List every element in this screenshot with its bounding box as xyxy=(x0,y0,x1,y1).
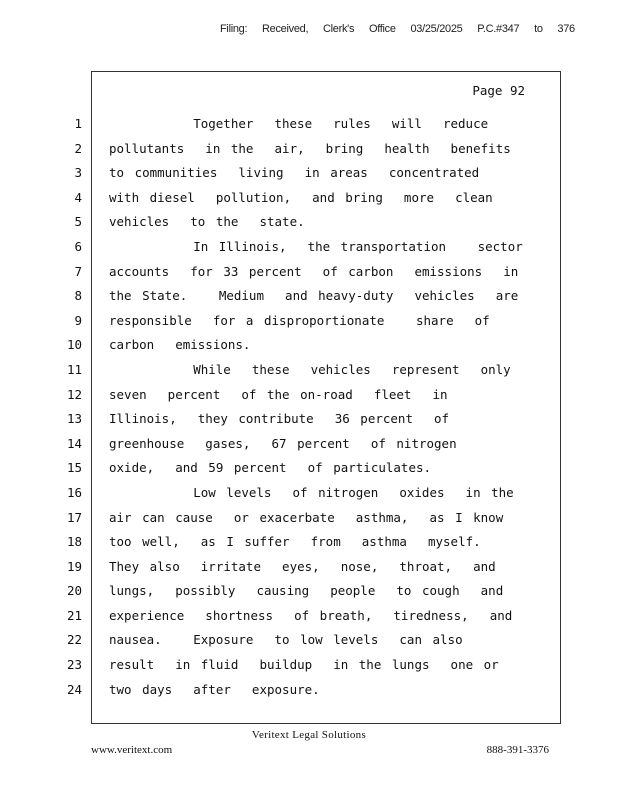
page-number: Page 92 xyxy=(472,83,525,98)
transcript-line: the State. Medium and heavy-duty vehicles are xyxy=(109,288,519,304)
transcript-line: nausea. Exposure to low levels can also xyxy=(109,632,463,648)
line-number: 11 xyxy=(66,361,82,377)
line-number: 20 xyxy=(66,583,82,599)
stamp-office: Office xyxy=(368,23,396,35)
transcript-line: carbon emissions. xyxy=(109,337,251,353)
transcript-line: to communities living in areas concentrated xyxy=(109,165,480,181)
stamp-date: 03/25/2025 xyxy=(410,23,463,35)
line-number: 2 xyxy=(74,140,82,156)
transcript-line: with diesel pollution, and bring more clean xyxy=(109,189,493,205)
footer-website: www.veritext.com xyxy=(91,744,173,756)
stamp-end: 376 xyxy=(557,23,575,35)
transcript-line: accounts for 33 percent of carbon emissions in xyxy=(109,263,519,279)
line-number: 7 xyxy=(74,263,82,279)
footer-phone: 888-391-3376 xyxy=(486,744,549,756)
line-number: 14 xyxy=(66,435,82,451)
line-number: 3 xyxy=(74,165,82,181)
line-number: 17 xyxy=(66,509,82,525)
transcript-line: two days after exposure. xyxy=(109,681,320,697)
transcript-line: seven percent of the on-road fleet in xyxy=(109,386,448,402)
transcript-line: While these vehicles represent only xyxy=(109,361,511,377)
transcript-line: result in fluid buildup in the lungs one or xyxy=(109,657,499,673)
transcript-line: too well, as I suffer from asthma myself. xyxy=(109,534,481,550)
line-number: 21 xyxy=(66,607,82,623)
line-number: 5 xyxy=(74,214,82,230)
line-number: 12 xyxy=(66,386,82,402)
transcript-line: lungs, possibly causing people to cough and xyxy=(109,583,504,599)
transcript-line: Illinois, they contribute 36 percent of xyxy=(109,411,450,427)
transcript-line: Low levels of nitrogen oxides in the xyxy=(109,484,514,500)
transcript-line: oxide, and 59 percent of particulates. xyxy=(109,460,432,476)
line-number: 16 xyxy=(66,484,82,500)
stamp-filing: Filing: xyxy=(220,23,248,35)
line-number: 4 xyxy=(74,189,82,205)
line-number: 15 xyxy=(66,460,82,476)
line-number: 9 xyxy=(74,312,82,328)
line-number: 6 xyxy=(74,238,82,254)
transcript-line: responsible for a disproportionate share of xyxy=(109,312,490,328)
transcript-line: experience shortness of breath, tiredness, and xyxy=(109,607,513,623)
line-number: 1 xyxy=(74,116,82,131)
line-number: 13 xyxy=(66,411,82,427)
stamp-pc: P.C.#347 xyxy=(477,23,520,35)
transcript-line: In Illinois, the transportation sector xyxy=(109,238,523,254)
transcript-line: Together these rules will reduce xyxy=(109,116,489,131)
transcript-text xyxy=(109,112,549,702)
transcript-line: pollutants in the air, bring health benefits xyxy=(109,140,511,156)
filing-stamp xyxy=(220,23,587,35)
stamp-to: to xyxy=(534,23,543,35)
line-number: 23 xyxy=(66,657,82,673)
line-number: 18 xyxy=(66,534,82,550)
transcript-line: air can cause or exacerbate asthma, as I know xyxy=(109,509,504,525)
stamp-received: Received, xyxy=(262,23,309,35)
transcript-line: They also irritate eyes, nose, throat, and xyxy=(109,558,496,574)
transcript-line: vehicles to the state. xyxy=(109,214,305,230)
line-number-column xyxy=(58,112,82,702)
footer-company: Veritext Legal Solutions xyxy=(251,729,367,741)
line-number: 10 xyxy=(66,337,82,353)
transcript-line: greenhouse gases, 67 percent of nitrogen xyxy=(109,435,457,451)
line-number: 8 xyxy=(74,288,82,304)
line-number: 22 xyxy=(66,632,82,648)
line-number: 24 xyxy=(66,681,82,697)
stamp-clerks: Clerk's xyxy=(323,23,355,35)
line-number: 19 xyxy=(66,558,82,574)
